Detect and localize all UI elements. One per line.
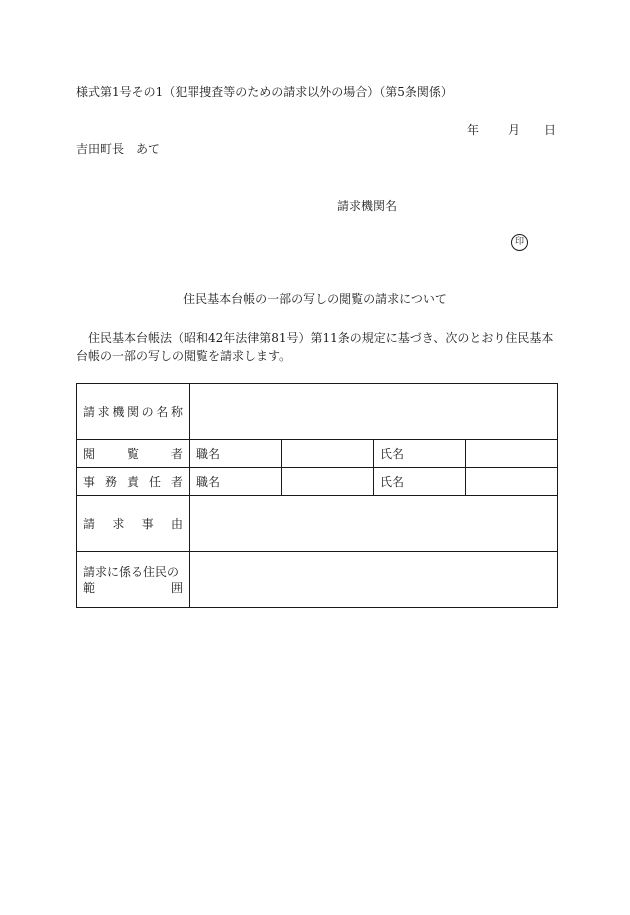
requesting-agency-label: 請 求 機 関 の 名 称 — [77, 384, 190, 440]
request-table — [76, 383, 558, 608]
viewer-name-label: 氏名 — [374, 440, 466, 468]
table-row — [77, 384, 558, 440]
body-text: 住民基本台帳法（昭和42年法律第81号）第11条の規定に基づき、次のとおり住民基本台帳の一部の写しの閲覧を請求します。 — [76, 331, 554, 363]
date-year: 年 — [467, 123, 480, 137]
resident-scope-field[interactable] — [190, 552, 558, 608]
form-number: 様式第1号その1（犯罪捜査等のための請求以外の場合）（第5条関係） — [76, 85, 453, 99]
table-row — [77, 440, 558, 468]
viewer-name-field[interactable] — [466, 440, 558, 468]
responsible-name-label: 氏名 — [374, 468, 466, 496]
date-day: 日 — [544, 123, 557, 137]
requester-label: 請求機関名 — [337, 199, 398, 213]
responsible-position-field[interactable] — [282, 468, 374, 496]
seal-mark: 印 — [511, 234, 528, 251]
request-reason-field[interactable] — [190, 496, 558, 552]
table-row — [77, 468, 558, 496]
addressee: 吉田町長 あて — [76, 142, 161, 156]
viewer-position-label: 職名 — [190, 440, 282, 468]
responsible-person-label: 事 務 責 任 者 — [77, 468, 190, 496]
table-row — [77, 496, 558, 552]
viewer-position-field[interactable] — [282, 440, 374, 468]
responsible-position-label: 職名 — [190, 468, 282, 496]
date-month: 月 — [508, 123, 521, 137]
table-row — [77, 552, 558, 608]
responsible-name-field[interactable] — [466, 468, 558, 496]
viewer-label: 閲 覧 者 — [77, 440, 190, 468]
requesting-agency-field[interactable] — [190, 384, 558, 440]
resident-scope-label-line1: 請求に係る住民の — [83, 564, 180, 579]
request-reason-label: 請 求 事 由 — [77, 496, 190, 552]
resident-scope-label: 請求に係る住民の 範 囲 — [77, 552, 190, 608]
document-title: 住民基本台帳の一部の写しの閲覧の請求について — [183, 292, 447, 306]
date-line — [467, 124, 556, 136]
